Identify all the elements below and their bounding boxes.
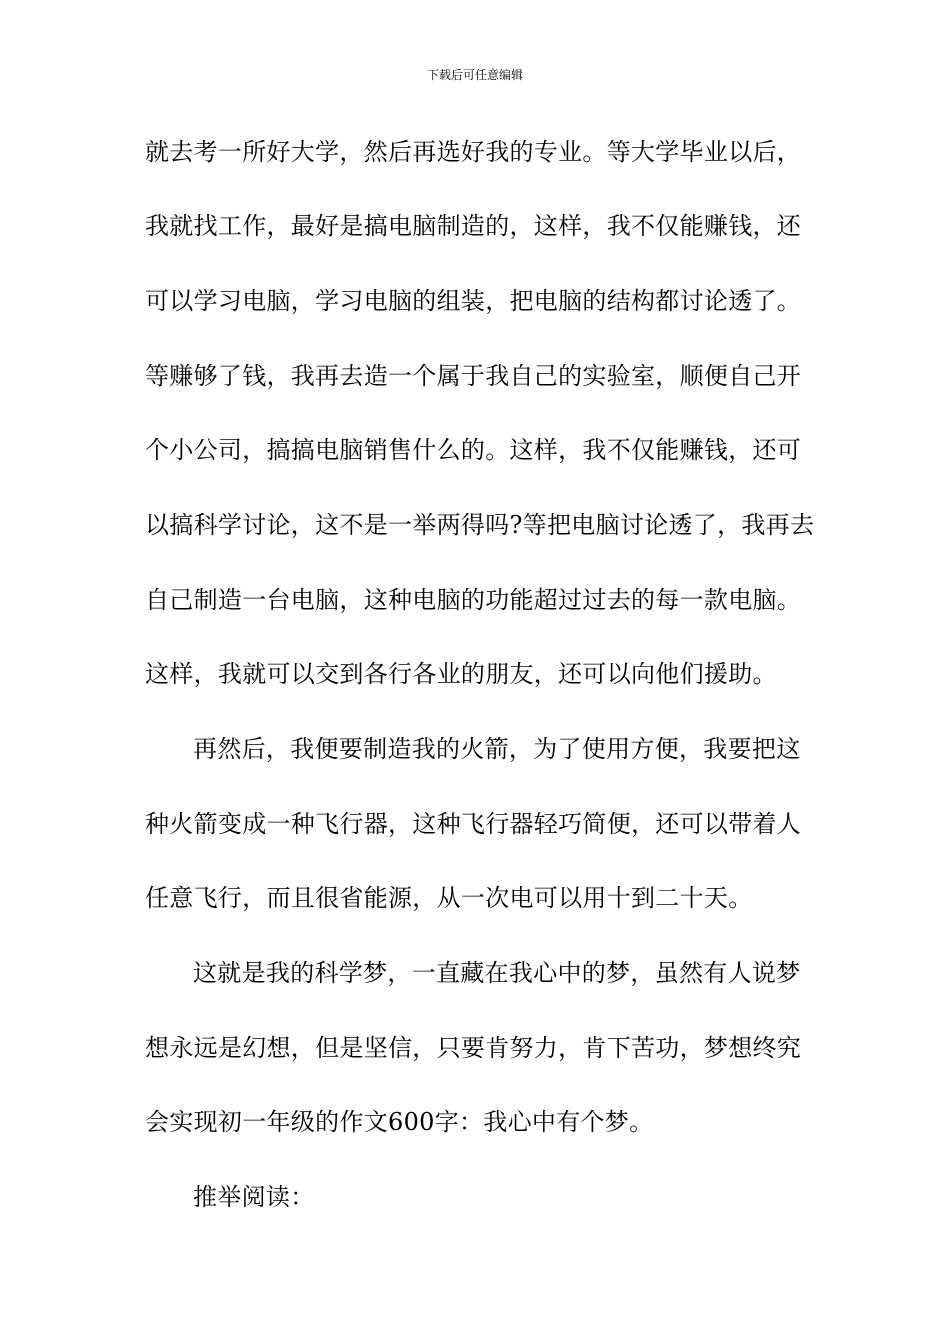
recommended-reading-heading: 推举阅读： — [193, 1183, 315, 1211]
text-line: 种火箭变成一种飞行器，这种飞行器轻巧简便，还可以带着人 — [145, 810, 802, 838]
paragraph-start-line: 这就是我的科学梦，一直藏在我心中的梦，虽然有人说梦 — [193, 959, 801, 987]
text-line: 会实现初一年级的作文600字：我心中有个梦。 — [145, 1108, 654, 1136]
page-header: 下载后可任意编辑 — [426, 68, 523, 82]
text-line: 就去考一所好大学，然后再选好我的专业。等大学毕业以后， — [145, 138, 802, 166]
text-line: 我就找工作，最好是搞电脑制造的，这样，我不仅能赚钱，还 — [145, 212, 802, 240]
text-line: 个小公司，搞搞电脑销售什么的。这样，我不仅能赚钱，还可 — [145, 436, 802, 464]
text-line: 任意飞行，而且很省能源，从一次电可以用十到二十天。 — [145, 884, 753, 912]
text-line: 可以学习电脑，学习电脑的组装，把电脑的结构都讨论透了。 — [145, 287, 802, 315]
text-line: 以搞科学讨论，这不是一举两得吗?等把电脑讨论透了，我再去 — [145, 511, 815, 539]
text-line: 这样，我就可以交到各行各业的朋友，还可以向他们援助。 — [145, 660, 777, 688]
paragraph-start-line: 再然后，我便要制造我的火箭，为了使用方便，我要把这 — [193, 735, 801, 763]
text-line: 自己制造一台电脑，这种电脑的功能超过过去的每一款电脑。 — [145, 586, 802, 614]
text-line: 想永远是幻想，但是坚信，只要肯努力，肯下苦功，梦想终究 — [145, 1034, 802, 1062]
text-line: 等赚够了钱，我再去造一个属于我自己的实验室，顺便自己开 — [145, 362, 802, 390]
